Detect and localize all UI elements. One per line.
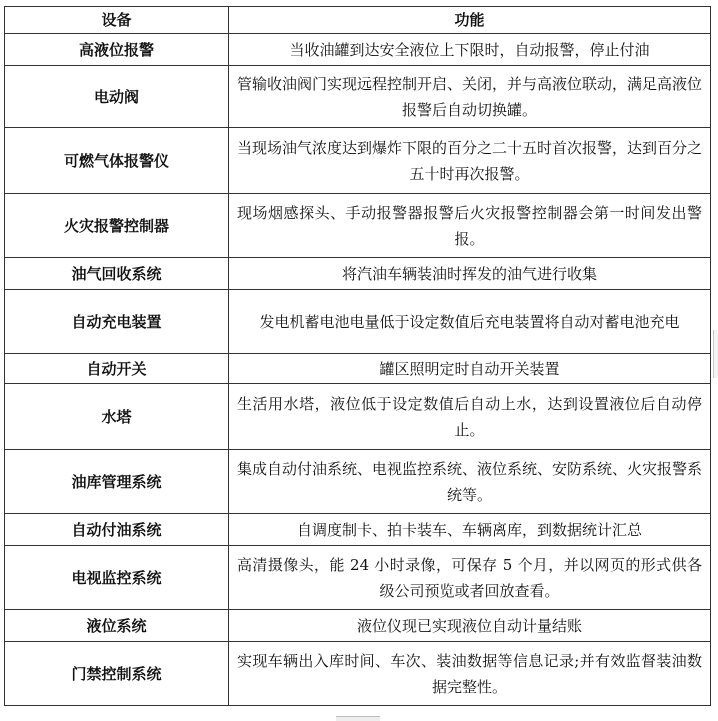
function-text: 发电机蓄电池电量低于设定数值后充电装置将自动对蓄电池充电 — [259, 312, 680, 331]
header-function: 功能 — [229, 7, 711, 34]
function-cell — [229, 128, 711, 194]
device-cell: 可燃气体报警仪 — [5, 128, 229, 194]
function-cell — [229, 450, 711, 514]
device-cell: 电视监控系统 — [5, 546, 229, 610]
device-cell: 自动充电装置 — [5, 290, 229, 354]
table-row — [5, 450, 711, 514]
function-text: 管输收油阀门实现远程控制开启、关闭，并与高液位联动，满足高液位报警后自动切换罐。 — [237, 74, 703, 119]
page-bottom-handle — [336, 716, 380, 721]
device-cell: 自动付油系统 — [5, 514, 229, 546]
function-cell — [229, 546, 711, 610]
function-cell: 罐区照明定时自动开关装置 — [229, 354, 711, 384]
device-cell: 电动阀 — [5, 66, 229, 128]
function-cell — [229, 290, 711, 354]
device-cell: 水塔 — [5, 384, 229, 450]
table-row — [5, 290, 711, 354]
table-row — [5, 66, 711, 128]
device-cell: 自动开关 — [5, 354, 229, 384]
device-cell: 油库管理系统 — [5, 450, 229, 514]
function-cell: 将汽油车辆装油时挥发的油气进行收集 — [229, 258, 711, 290]
header-device: 设备 — [5, 7, 229, 34]
equipment-function-table — [4, 6, 711, 706]
device-cell: 门禁控制系统 — [5, 642, 229, 706]
table-header-row — [5, 7, 711, 34]
table-row — [5, 354, 711, 384]
table-row — [5, 384, 711, 450]
page-edge-scroll-hint — [713, 330, 718, 378]
function-cell: 自调度制卡、拍卡装车、车辆离库，到数据统计汇总 — [229, 514, 711, 546]
table-row — [5, 642, 711, 706]
device-cell: 高液位报警 — [5, 34, 229, 66]
function-cell — [229, 642, 711, 706]
function-cell — [229, 194, 711, 258]
function-text: 高清摄像头，能 24 小时录像，可保存 5 个月，并以网页的形式供各级公司预览或者回放查看。 — [237, 555, 702, 600]
device-cell: 油气回收系统 — [5, 258, 229, 290]
table-row — [5, 194, 711, 258]
function-text: 当现场油气浓度达到爆炸下限的百分之二十五时首次报警，达到百分之五十时再次报警。 — [237, 138, 703, 183]
function-cell: 当收油罐到达安全液位上下限时，自动报警，停止付油 — [229, 34, 711, 66]
function-text: 集成自动付油系统、电视监控系统、液位系统、安防系统、火灾报警系统等。 — [237, 459, 703, 504]
function-text: 生活用水塔，液位低于设定数值后自动上水，达到设置液位后自动停止。 — [237, 394, 702, 439]
device-cell: 液位系统 — [5, 610, 229, 642]
table-row — [5, 34, 711, 66]
device-cell: 火灾报警控制器 — [5, 194, 229, 258]
function-cell — [229, 66, 711, 128]
function-text: 现场烟感探头、手动报警器报警后火灾报警控制器会第一时间发出警报。 — [237, 203, 702, 248]
function-cell: 液位仪现已实现液位自动计量结账 — [229, 610, 711, 642]
table-row — [5, 610, 711, 642]
table-row — [5, 128, 711, 194]
table-row — [5, 546, 711, 610]
function-text: 实现车辆出入库时间、车次、装油数据等信息记录;并有效监督装油数据完整性。 — [237, 651, 702, 696]
table-row — [5, 258, 711, 290]
function-cell — [229, 384, 711, 450]
table-row — [5, 514, 711, 546]
